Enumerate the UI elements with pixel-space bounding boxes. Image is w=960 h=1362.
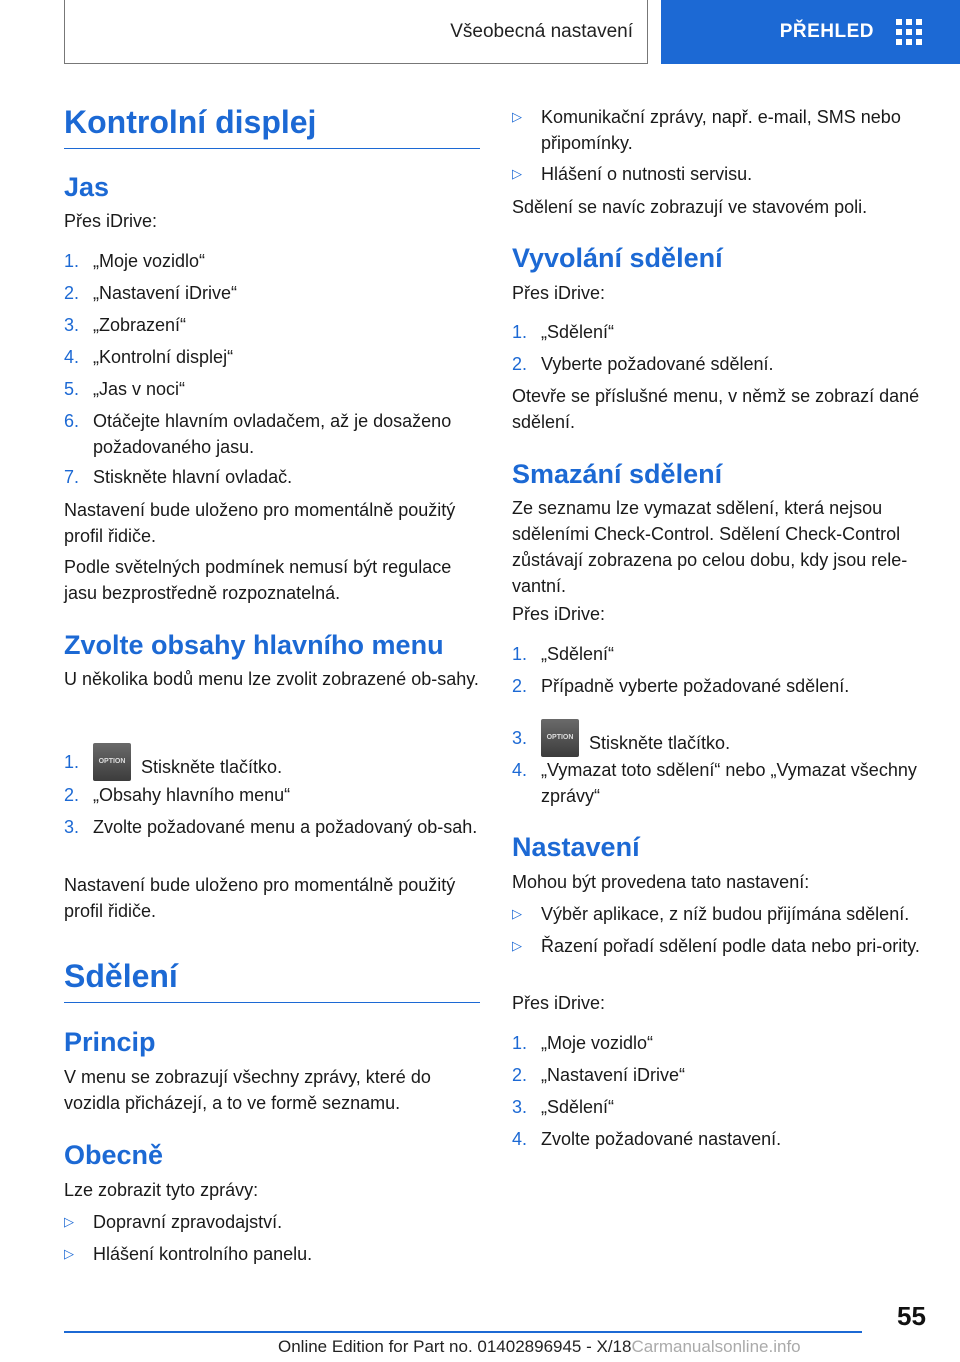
paragraph: Mohou být provedena tato nastavení: (512, 872, 810, 892)
heading-sdeleni: Sdělení (64, 958, 178, 994)
header-section-title (64, 0, 648, 64)
paragraph: Nastavení bude uloženo pro momentálně použitý profil řidiče. (64, 875, 456, 921)
section-title: Všeobecná nastavení (450, 20, 633, 42)
heading-jas: Jas (64, 172, 110, 202)
option-button-icon: OPTION (541, 719, 579, 757)
page-number: 55 (897, 1301, 926, 1331)
paragraph: Přes iDrive: (512, 993, 606, 1013)
edition-text: Online Edition for Part no. 01402896945 - X/18 (278, 1337, 632, 1356)
paragraph: Lze zobrazit tyto zprávy: (64, 1180, 259, 1200)
bullet-triangle-icon: ▷ (512, 166, 522, 181)
paragraph: Nastavení bude uloženo pro momentálně použitý profil řidiče. (64, 500, 456, 546)
heading-vyvolani: Vyvolání sdělení (512, 243, 723, 273)
bullet-triangle-icon: ▷ (512, 109, 522, 124)
paragraph: Ze seznamu lze vymazat sdělení, která nejsou sděleními Check-Control. Sdělení Check-Control zůstávají zobrazena po celou dobu, kdy jsou rele-vantní. (512, 498, 908, 596)
jas-via: Přes iDrive: (64, 211, 158, 231)
option-button-icon: OPTION (93, 743, 131, 781)
overview-button[interactable] (661, 0, 960, 64)
heading-princip: Princip (64, 1027, 156, 1057)
footer-rule (64, 1331, 862, 1333)
watermark: Carmanualsonline.info (631, 1337, 801, 1356)
bullet-triangle-icon: ▷ (512, 938, 522, 953)
paragraph: U několika bodů menu lze zvolit zobrazené ob-sahy. (64, 669, 479, 689)
bullet-triangle-icon: ▷ (64, 1246, 74, 1261)
heading-smazani: Smazání sdělení (512, 459, 723, 489)
paragraph: Sdělení se navíc zobrazují ve stavovém poli. (512, 197, 868, 217)
paragraph: Podle světelných podmínek nemusí být regulace jasu bezprostředně rozpoznatelná. (64, 557, 452, 603)
footer-edition (278, 1337, 801, 1357)
overview-label: PŘEHLED (779, 21, 874, 42)
heading-nastaveni: Nastavení (512, 832, 640, 862)
heading-kontrolni-displej: Kontrolní displej (64, 104, 317, 140)
grid-icon (896, 19, 922, 45)
heading-rule (64, 1002, 480, 1003)
paragraph: Přes iDrive: (512, 283, 606, 303)
heading-rule (64, 148, 480, 149)
heading-obecne: Obecně (64, 1140, 164, 1170)
heading-zvolte: Zvolte obsahy hlavního menu (64, 630, 444, 660)
paragraph: Otevře se příslušné menu, v němž se zobrazí dané sdělení. (512, 386, 920, 432)
paragraph: V menu se zobrazují všechny zprávy, které do vozidla přicházejí, a to ve formě seznamu. (64, 1067, 431, 1113)
bullet-triangle-icon: ▷ (64, 1214, 74, 1229)
paragraph: Přes iDrive: (512, 604, 606, 624)
bullet-triangle-icon: ▷ (512, 906, 522, 921)
